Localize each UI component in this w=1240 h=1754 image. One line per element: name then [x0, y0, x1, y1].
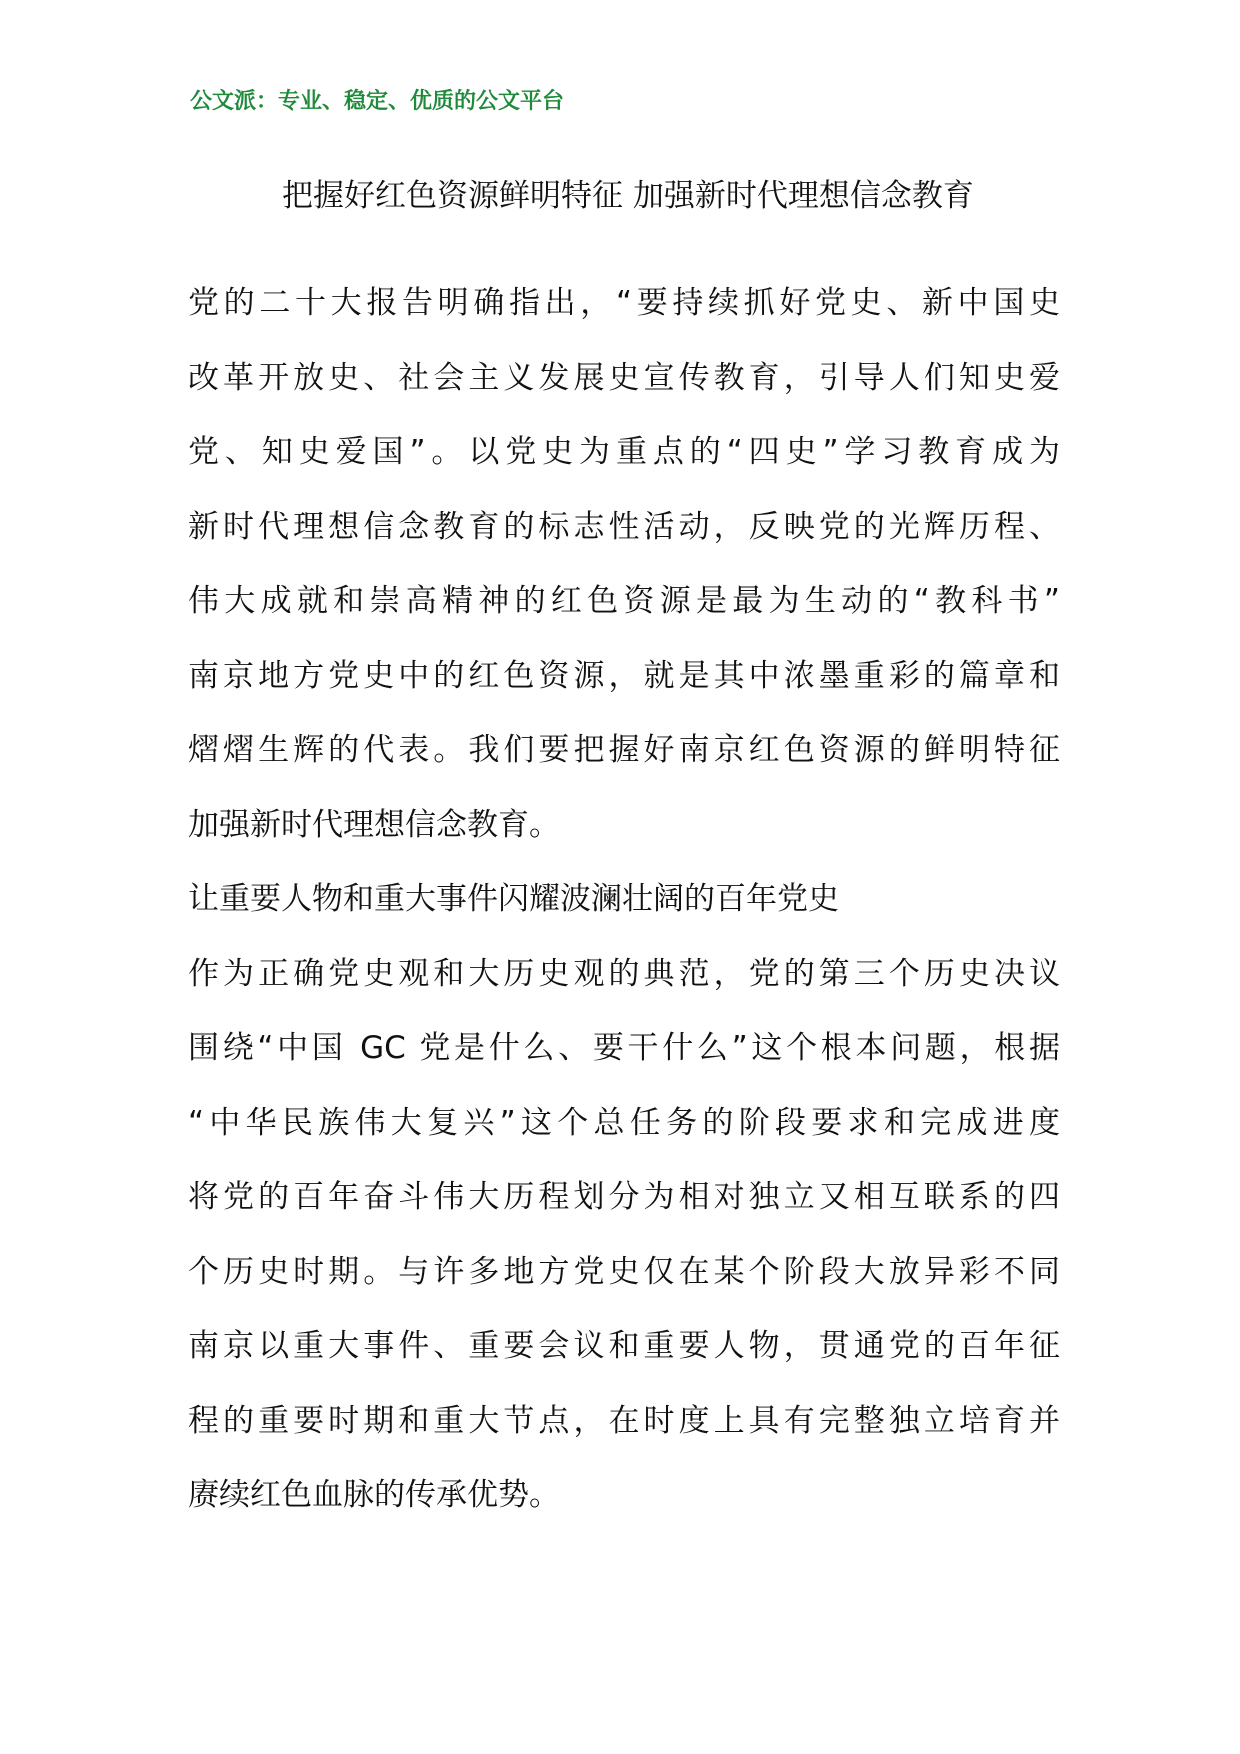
text-line: 熠熠生辉的代表。我们要把握好南京红色资源的鲜明特征 [188, 732, 1060, 768]
text-line: 围绕“中国 GC 党是什么、要干什么”这个根本问题，根据 [188, 1030, 1060, 1066]
text-line: 将党的百年奋斗伟大历程划分为相对独立又相互联系的四 [188, 1179, 1060, 1215]
text-line: 个历史时期。与许多地方党史仅在某个阶段大放异彩不同 [188, 1253, 1060, 1290]
text-line: 党、知史爱国”。以党史为重点的“四史”学习教育成为 [188, 434, 1060, 470]
paragraph-history [188, 937, 1060, 1533]
text-line: 党的二十大报告明确指出，“要持续抓好党史、新中国史 [188, 285, 1060, 321]
section-heading: 让重要人物和重大事件闪耀波澜壮阔的百年党史 [188, 881, 839, 917]
text-line: 新时代理想信念教育的标志性活动，反映党的光辉历程、 [188, 508, 1060, 545]
text-line: 加强新时代理想信念教育。 [188, 806, 560, 843]
text-line: 程的重要时期和重大节点，在时度上具有完整独立培育并 [188, 1402, 1060, 1439]
text-line: 改革开放史、社会主义发展史宣传教育，引导人们知史爱 [188, 359, 1060, 396]
document-title: 把握好红色资源鲜明特征 加强新时代理想信念教育 [282, 178, 974, 214]
text-line: 南京地方党史中的红色资源，就是其中浓墨重彩的篇章和 [188, 657, 1060, 694]
text-line: 伟大成就和崇高精神的红色资源是最为生动的“教科书” [188, 583, 1060, 619]
text-line: 南京以重大事件、重要会议和重要人物，贯通党的百年征 [188, 1328, 1060, 1364]
site-header: 公文派：专业、稳定、优质的公文平台 [190, 88, 565, 114]
text-line: 作为正确党史观和大历史观的典范，党的第三个历史决议 [188, 955, 1060, 992]
text-line: 赓续红色血脉的传承优势。 [188, 1477, 560, 1513]
paragraph-intro [188, 266, 1060, 862]
document-body [188, 266, 1060, 1533]
text-line: “中华民族伟大复兴”这个总任务的阶段要求和完成进度 [188, 1104, 1060, 1141]
